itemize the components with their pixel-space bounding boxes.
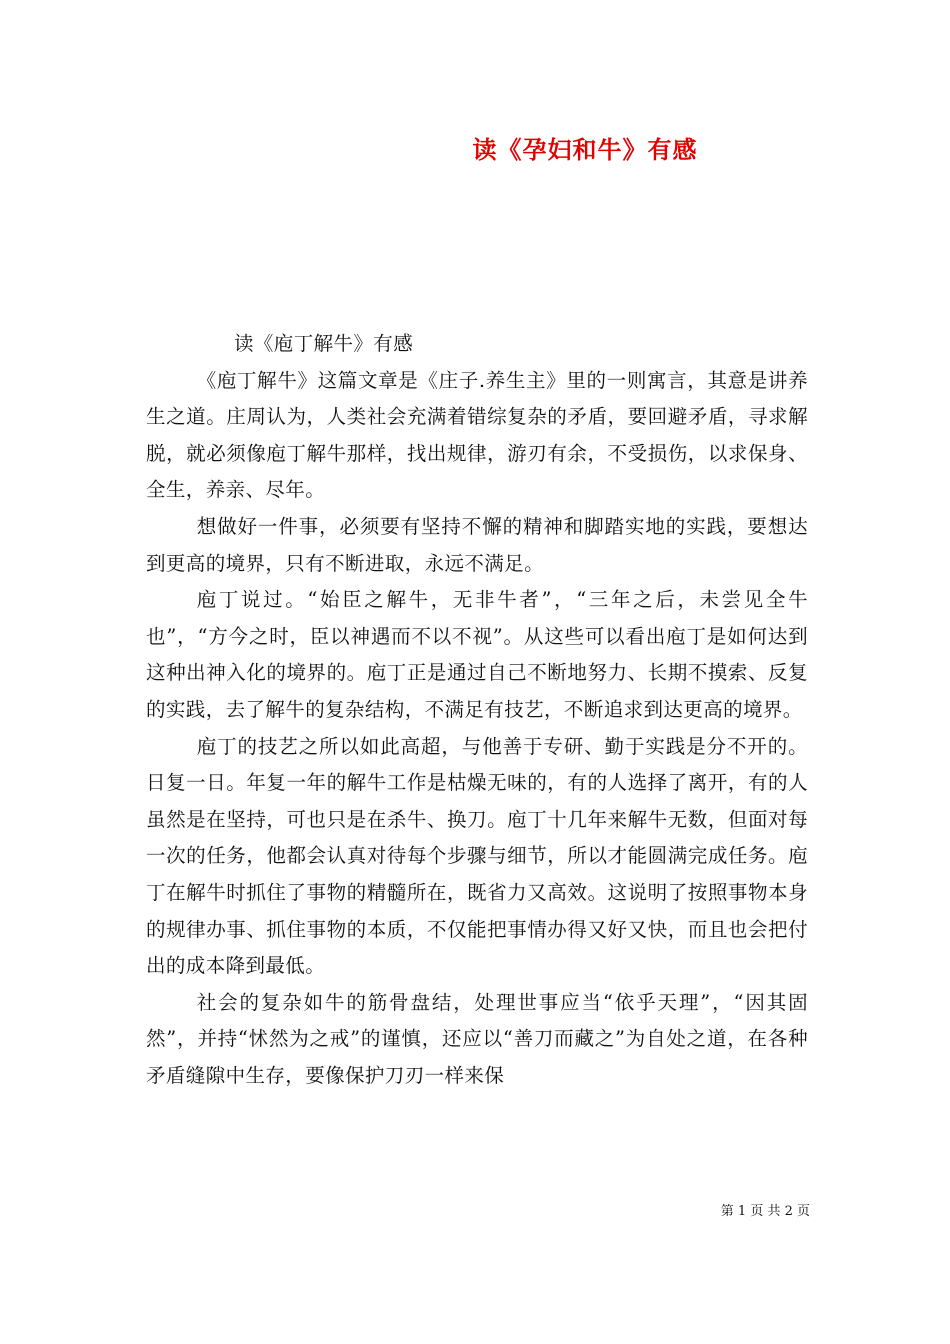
body-paragraph: 社会的复杂如牛的筋骨盘结，处理世事应当“依乎天理”，“因其固然”，并持“怵然为之戒”的谨慎，还应以“善刀而藏之”为自处之道，在各种矛盾缝隙中生存，要像保护刀刃一样来保 xyxy=(146,990,808,1087)
body-paragraph: 想做好一件事，必须要有坚持不懈的精神和脚踏实地的实践，要想达到更高的境界，只有不断进取，永远不满足。 xyxy=(146,514,808,575)
body-paragraph: 庖丁说过。“始臣之解牛，无非牛者”，“三年之后，未尝见全牛也”，“方今之时，臣以神遇而不以不视”。从这些可以看出庖丁是如何达到这种出神入化的境界的。庖丁正是通过自己不断地努力、长期不摸索、反复的实践，去了解牛的复杂结构，不满足有技艺，不断追求到达更高的境界。 xyxy=(146,588,808,721)
body-paragraph: 庖丁的技艺之所以如此高超，与他善于专研、勤于实践是分不开的。日复一日。年复一年的解牛工作是枯燥无味的，有的人选择了离开，有的人虽然是在坚持，可也只是在杀牛、换刀。庖丁十几年来解牛无数，但面对每一次的任务，他都会认真对待每个步骤与细节，所以才能圆满完成任务。庖丁在解牛时抓住了事物的精髓所在，既省力又高效。这说明了按照事物本身的规律办事、抓住事物的本质，不仅能把事情办得又好又快，而且也会把付出的成本降到最低。 xyxy=(146,734,808,978)
body-paragraph: 《庖丁解牛》这篇文章是《庄子.养生主》里的一则寓言，其意是讲养生之道。庄周认为，人类社会充满着错综复杂的矛盾，要回避矛盾，寻求解脱，就必须像庖丁解牛那样，找出规律，游刃有余，不受损伤，以求保身、全生，养亲、尽年。 xyxy=(146,368,808,502)
page-number: 第 1 页 共 2 页 xyxy=(720,1204,810,1219)
document-subtitle: 读《庖丁解牛》有感 xyxy=(234,332,414,355)
document-title: 读《孕妇和牛》有感 xyxy=(472,136,698,164)
document-body xyxy=(146,326,808,1094)
